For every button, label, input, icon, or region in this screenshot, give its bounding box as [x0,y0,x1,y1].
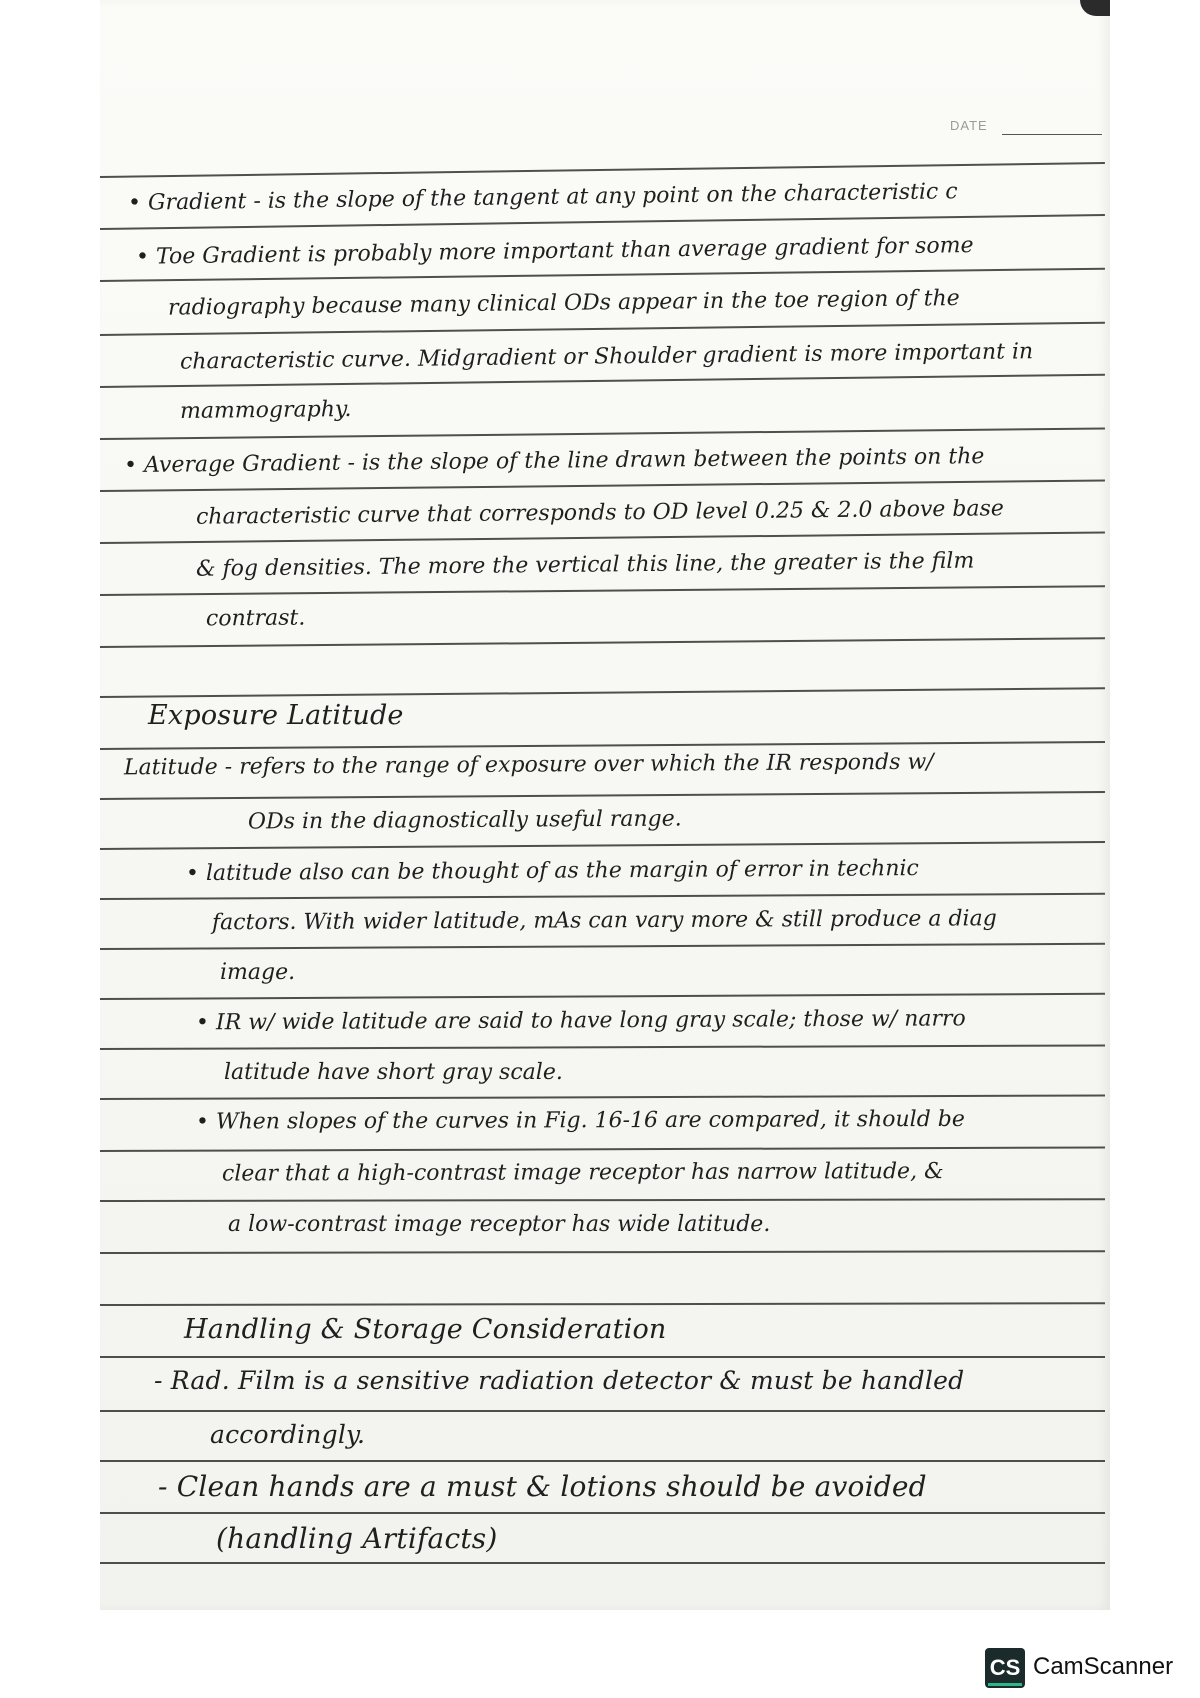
note-average-gradient: • Average Gradient - is the slope of the line drawn between the points on the [123,444,985,479]
camscanner-logo-accent [988,1683,1022,1686]
note-slopes-cont-1: clear that a high-contrast image receptor has narrow latitude, & [221,1159,944,1187]
ruled-line [100,1410,1105,1412]
note-latitude-definition: Latitude - refers to the range of exposure over which the IR responds w/ [123,749,934,781]
note-slopes: • When slopes of the curves in Fig. 16-16 are compared, it should be [195,1106,965,1135]
note-latitude-margin-cont-2: image. [220,960,296,985]
note-gradient: • Gradient - is the slope of the tangent at any point on the characteristic c [127,179,958,216]
camscanner-logo-icon: CS [985,1648,1025,1688]
ruled-line [100,1562,1105,1564]
note-slopes-cont-2: a low-contrast image receptor has wide latitude. [228,1212,771,1237]
note-rad-film-cont: accordingly. [210,1420,366,1449]
ruled-line [100,1460,1105,1462]
note-average-gradient-cont-2: & fog densities. The more the vertical this line, the greater is the film [195,548,975,582]
note-toe-gradient-cont-3: mammography. [179,396,352,425]
heading-handling-storage: Handling & Storage Consideration [184,1314,667,1345]
ruled-line [100,1356,1105,1358]
note-rad-film: - Rad. Film is a sensitive radiation detector & must be handled [154,1366,965,1395]
note-toe-gradient: • Toe Gradient is probably more important than average gradient for some [135,233,974,270]
camscanner-watermark-text: CamScanner [1033,1653,1174,1680]
note-clean-hands-cont: (handling Artifacts) [216,1522,498,1555]
note-latitude-margin: • latitude also can be thought of as the margin of error in technic [185,856,919,887]
note-clean-hands: - Clean hands are a must & lotions should be avoided [158,1470,927,1503]
note-average-gradient-cont-3: contrast. [205,605,306,632]
ruled-line [100,1512,1105,1514]
note-latitude-definition-cont: ODs in the diagnostically useful range. [247,806,682,835]
note-wide-latitude: • IR w/ wide latitude are said to have long gray scale; those w/ narro [195,1006,966,1036]
note-average-gradient-cont-1: characteristic curve that corresponds to OD level 0.25 & 2.0 above base [195,496,1004,530]
heading-exposure-latitude: Exposure Latitude [148,700,404,731]
note-toe-gradient-cont-1: radiography because many clinical ODs appear in the toe region of the [167,286,960,321]
note-toe-gradient-cont-2: characteristic curve. Midgradient or Shoulder gradient is more important in [179,339,1034,375]
note-wide-latitude-cont: latitude have short gray scale. [224,1060,563,1085]
date-label: DATE [950,118,988,133]
date-rule [1002,134,1102,135]
note-latitude-margin-cont-1: factors. With wider latitude, mAs can vary more & still produce a diag [211,906,997,936]
